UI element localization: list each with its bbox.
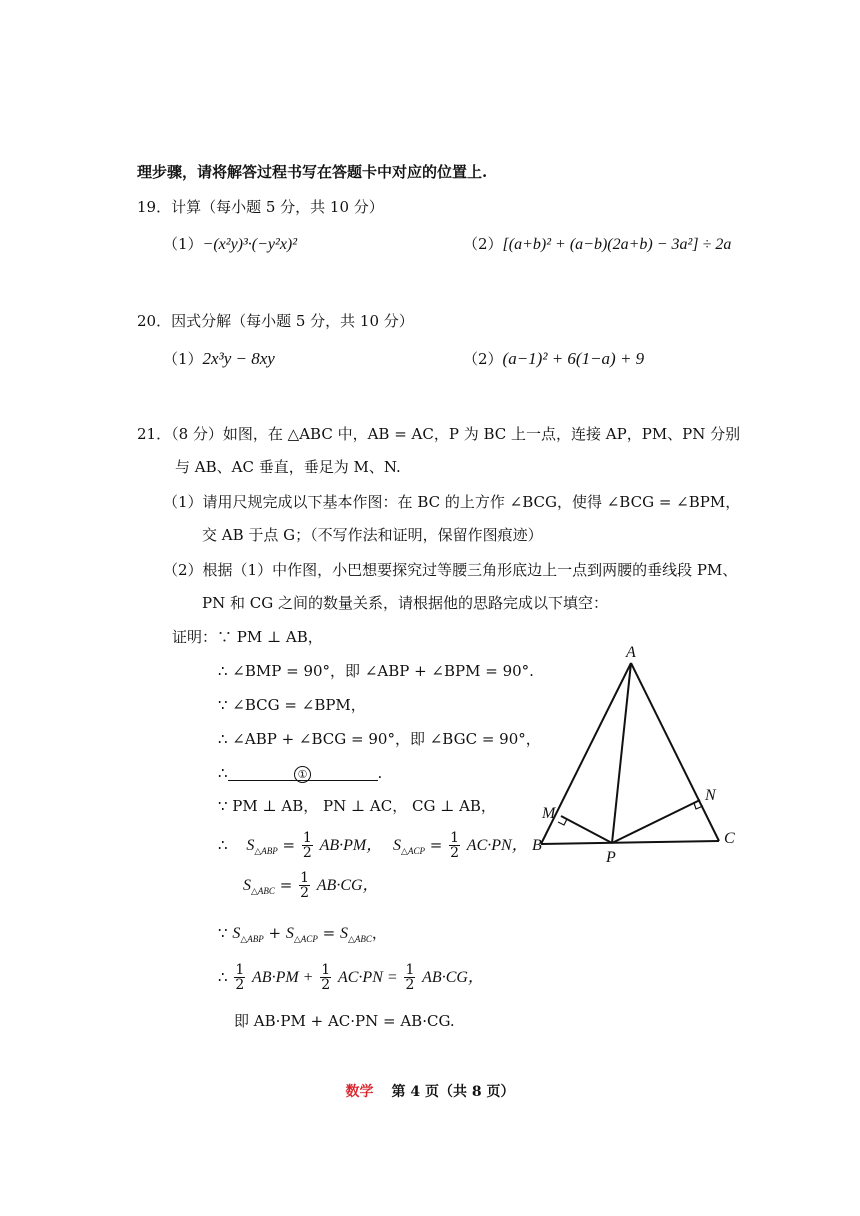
q20-p2-label: （2） (463, 350, 503, 368)
area-symbol: S (285, 925, 294, 942)
q19-p2-label: （2） (463, 235, 503, 253)
proof-line-3: ∵ ∠BCG = ∠BPM， (218, 696, 366, 714)
q19-p1-label: （1） (163, 235, 203, 253)
q19-part1 (163, 233, 297, 256)
q20-part1 (163, 348, 275, 370)
equals-sign: = (279, 876, 293, 894)
label-c: C (724, 830, 735, 847)
q21-line1: 21．（8 分）如图，在 △ABC 中，AB = AC，P 为 BC 上一点，连接 AP，PM、PN 分别 (137, 425, 741, 443)
right-angle-mark-m (558, 819, 567, 825)
area-symbol: S (232, 925, 241, 942)
intro-text: 理步骤，请将解答过程书写在答题卡中对应的位置上. (137, 163, 488, 181)
page-footer (0, 1081, 860, 1101)
label-p: P (606, 849, 616, 866)
term-ab-pm: AB·PM + (252, 969, 314, 986)
label-n: N (705, 787, 716, 804)
area-subscript: △ABC (251, 886, 275, 896)
footer-subject: 数学 (345, 1084, 374, 1100)
proof-line-8 (243, 870, 379, 906)
q20-title: 20．因式分解（每小题 5 分，共 10 分） (137, 312, 414, 330)
segment-pn (612, 800, 700, 843)
label-a: A (626, 644, 636, 661)
q20-p1-expr: 2x³y − 8xy (202, 349, 275, 368)
area-symbol: S (243, 877, 251, 894)
area-symbol: S (246, 837, 255, 854)
q21-part1-a: （1）请用尺规完成以下基本作图：在 BC 的上方作 ∠BCG，使得 ∠BCG = ∠BPM， (163, 493, 741, 511)
footer-page-number: 第 4 页（共 8 页） (391, 1084, 515, 1100)
fraction-half: $\frac{1}{2}$ (300, 870, 309, 901)
q19-p2-expr: [(a+b)² + (a−b)(2a+b) − 3a²] ÷ 2a (502, 236, 732, 253)
proof-line-4: ∴ ∠ABP + ∠BCG = 90°，即 ∠BGC = 90°， (218, 730, 541, 748)
equals-sign: = (322, 924, 336, 942)
q20-p1-label: （1） (163, 350, 203, 368)
period: . (377, 764, 383, 782)
triangle-figure (520, 640, 750, 870)
segment-pm (561, 816, 612, 843)
proof-line-10 (218, 962, 484, 993)
term-ab-pm: AB·PM， (319, 837, 383, 854)
q21-line2: 与 AB、AC 垂直，垂足为 M、N. (175, 458, 401, 476)
because-symbol: ∵ (218, 924, 228, 942)
area-subscript: △ACP (401, 846, 425, 856)
term-ac-pn: AC·PN， (466, 837, 528, 854)
fraction-half: $\frac{1}{2}$ (235, 962, 245, 993)
q19-part2 (463, 233, 731, 256)
q20-p2-expr: (a−1)² + 6(1−a) + 9 (502, 349, 645, 368)
equals-sign: = (429, 836, 443, 854)
fraction-half: $\frac{1}{2}$ (321, 962, 331, 993)
side-ac (631, 663, 719, 841)
area-symbol: S (393, 837, 402, 854)
blank-number-1: ① (294, 766, 311, 783)
term-ac-pn: AC·PN = (337, 969, 398, 986)
proof-line-6: ∵ PM ⊥ AB， PN ⊥ AC， CG ⊥ AB， (218, 797, 496, 815)
fraction-half: $\frac{1}{2}$ (405, 962, 415, 993)
q19-p1-expr: −(x²y)³·(−y²x)² (202, 236, 298, 253)
therefore-symbol: ∴ (218, 968, 228, 986)
area-subscript: △ABP (254, 846, 278, 856)
proof-line-9: ∵ $S_{\triangle ABP} + S_{\triangle ACP} = S_{\triangle ABC}$， (218, 924, 387, 944)
side-bc (541, 841, 719, 844)
proof-line-7 (218, 830, 528, 866)
q21-part1-b: 交 AB 于点 G；（不写作法和证明，保留作图痕迹） (202, 526, 543, 544)
term-ab-cg: AB·CG， (422, 969, 484, 986)
proof-line-1: 证明：∵ PM ⊥ AB， (172, 628, 323, 646)
therefore-symbol: ∴ (218, 836, 228, 854)
area-symbol: S (339, 925, 348, 942)
q21-part2-b: PN 和 CG 之间的数量关系，请根据他的思路完成以下填空： (202, 594, 608, 612)
therefore-symbol: ∴ (218, 764, 228, 782)
fraction-half: $\frac{1}{2}$ (450, 830, 460, 861)
proof-line-11: 即 AB·PM + AC·PN = AB·CG. (234, 1012, 455, 1030)
q21-part2-a: （2）根据（1）中作图，小巴想要探究过等腰三角形底边上一点到两腰的垂线段 PM、 (163, 561, 738, 579)
plus-sign: + (268, 924, 282, 942)
segment-ap (612, 663, 631, 843)
fraction-half: $\frac{1}{2}$ (302, 830, 312, 861)
term-ab-cg: AB·CG， (316, 877, 379, 894)
answer-blank-1[interactable] (228, 762, 378, 781)
proof-line-2: ∴ ∠BMP = 90°，即 ∠ABP + ∠BPM = 90°. (218, 662, 534, 680)
q20-part2 (463, 348, 644, 370)
label-b: B (532, 837, 542, 854)
label-m: M (542, 805, 556, 822)
proof-line-5 (218, 762, 382, 784)
equals-sign: = (282, 836, 296, 854)
q19-title: 19．计算（每小题 5 分，共 10 分） (137, 198, 384, 216)
